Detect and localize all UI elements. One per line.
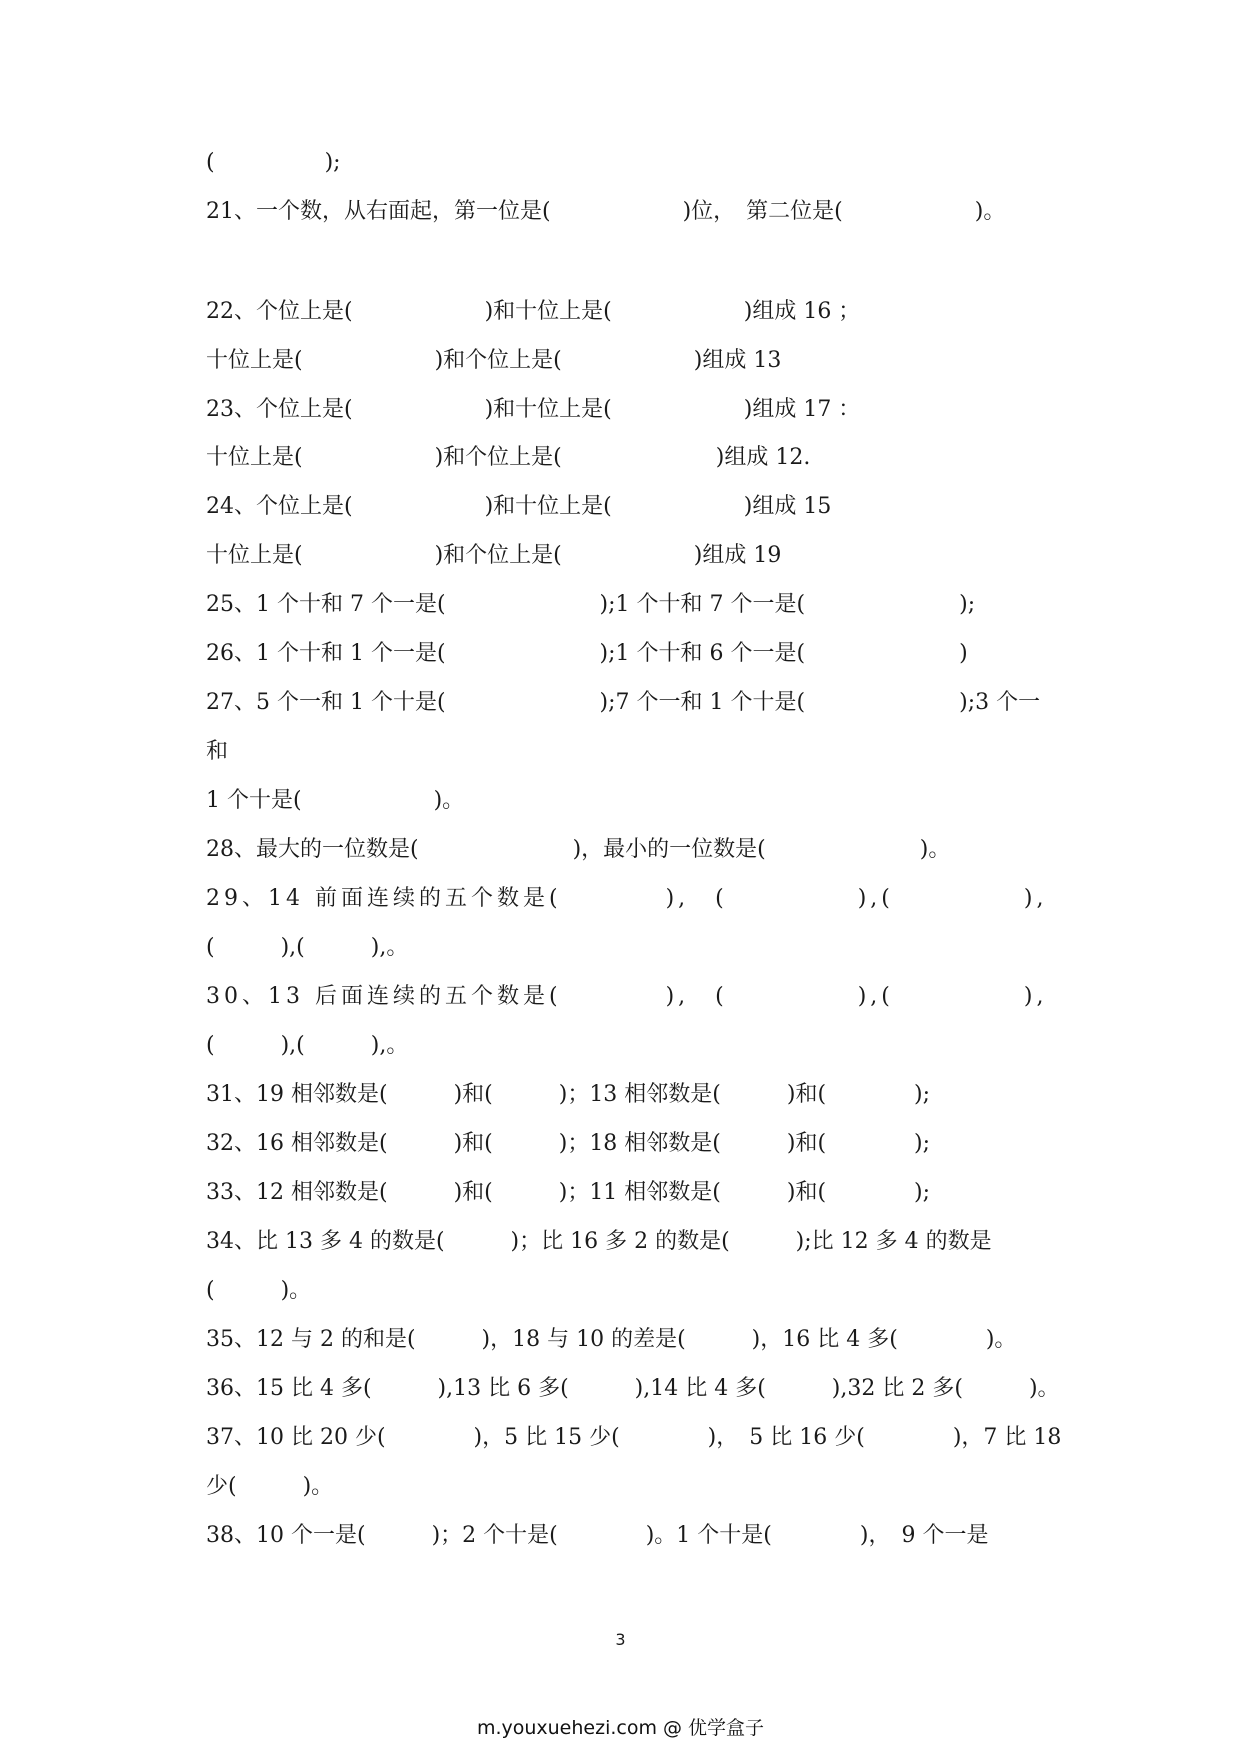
question-35: 35、12 与 2 的和是( )，18 与 10 的差是( )，16 比 4 多( )。	[206, 1327, 1017, 1352]
question-22: 22、个位上是( )和十位上是( )组成 16 ；	[206, 299, 861, 324]
question-38: 38、10 个一是( )；2 个十是( )。1 个十是( )， 9 个一是	[206, 1523, 989, 1548]
question-28: 28、最大的一位数是( )，最小的一位数是( )。	[206, 837, 951, 862]
question-24-line-2: 十位上是( )和个位上是( )组成 19	[206, 543, 782, 568]
question-21: 21、一个数，从右面起，第一位是( )位， 第二位是( )。	[206, 199, 1006, 224]
question-31: 31、19 相邻数是( )和( )；13 相邻数是( )和( );	[206, 1082, 931, 1107]
question-27-line-3: 1 个十是( )。	[206, 788, 465, 813]
question-27: 27、5 个一和 1 个十是( );7 个一和 1 个十是( );3 个一	[206, 690, 1041, 715]
text-line: ( );	[206, 150, 341, 175]
question-37-line-2: 少( )。	[206, 1474, 334, 1499]
question-34-line-2: ( )。	[206, 1278, 312, 1303]
question-30-line-2: ( ),( ),。	[206, 1033, 409, 1058]
question-23: 23、个位上是( )和十位上是( )组成 17 ：	[206, 397, 861, 422]
question-33: 33、12 相邻数是( )和( )；11 相邻数是( )和( );	[206, 1180, 931, 1205]
question-23-line-2: 十位上是( )和个位上是( )组成 12.	[206, 445, 811, 470]
question-32: 32、16 相邻数是( )和( )；18 相邻数是( )和( );	[206, 1131, 931, 1156]
page-number: 3	[615, 1630, 626, 1649]
question-22-line-2: 十位上是( )和个位上是( )组成 13	[206, 348, 782, 373]
question-24: 24、个位上是( )和十位上是( )组成 15	[206, 494, 832, 519]
question-36: 36、15 比 4 多( ),13 比 6 多( ),14 比 4 多( ),32 比 2 多( )。	[206, 1376, 1060, 1401]
question-29-line-2: ( ),( ),。	[206, 935, 409, 960]
question-34: 34、比 13 多 4 的数是( )；比 16 多 2 的数是( );比 12 多 4 的数是	[206, 1229, 992, 1254]
footer-watermark: m.youxuehezi.com @ 优学盒子	[476, 1717, 765, 1739]
question-37: 37、10 比 20 少( )，5 比 15 少( )， 5 比 16 少( )，7 比 18	[206, 1425, 1062, 1450]
question-27-line-2: 和	[206, 739, 229, 764]
question-26: 26、1 个十和 1 个一是( );1 个十和 6 个一是( )	[206, 641, 968, 666]
question-25: 25、1 个十和 7 个一是( );1 个十和 7 个一是( );	[206, 592, 976, 617]
question-30: 30、13 后面连续的五个数是( ), ( ),( ),	[206, 984, 1048, 1009]
question-29: 29、14 前面连续的五个数是( ), ( ),( ),	[206, 886, 1048, 911]
